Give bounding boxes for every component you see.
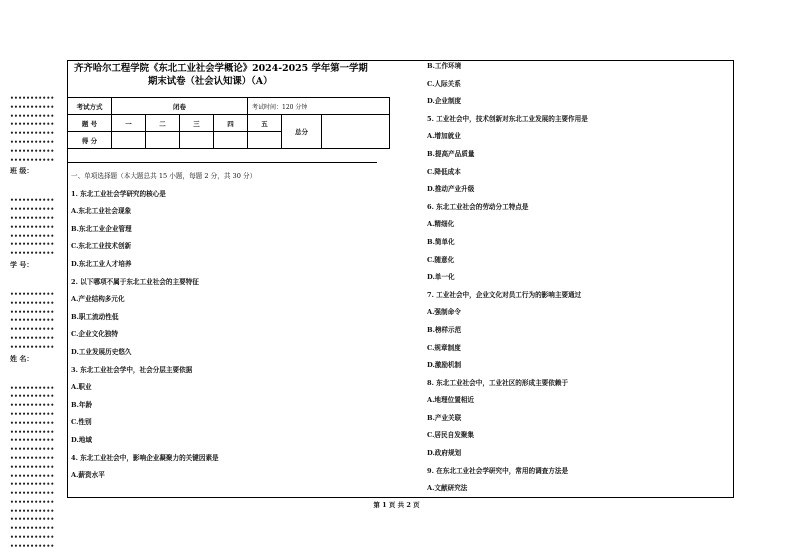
exam-time: 考试时间：120 分钟 <box>248 98 390 115</box>
binding-dots: ••••••••••• <box>10 121 55 129</box>
answer-option: B.榜样示范 <box>427 325 462 334</box>
answer-option: D.单一化 <box>427 273 455 282</box>
binding-dots: ••••••••••• <box>10 197 55 205</box>
binding-dots: ••••••••••• <box>10 534 55 542</box>
binding-dots: ••••••••••• <box>10 232 55 240</box>
question-no-4: 四 <box>214 115 248 132</box>
exam-title <box>74 62 384 88</box>
score-cell-1[interactable] <box>112 132 146 149</box>
binding-blank[interactable] <box>10 175 60 197</box>
question-stem: 2. 以下哪项不属于东北工业社会的主要特征 <box>71 277 199 286</box>
binding-dots: ••••••••••• <box>10 542 55 550</box>
answer-option: D.政府规划 <box>427 449 462 458</box>
binding-dots: ••••••••••• <box>10 437 55 445</box>
answer-option: C.企业文化独特 <box>71 330 118 339</box>
binding-field-label: 姓 名： <box>10 353 34 363</box>
exam-mode-value: 闭卷 <box>112 98 248 115</box>
question-no-5: 五 <box>248 115 282 132</box>
binding-dots: ••••••••••• <box>10 384 55 392</box>
question-list-right <box>427 58 588 498</box>
question-stem: 3. 东北工业社会学中，社会分层主要依据 <box>71 365 193 374</box>
question-no-1: 一 <box>112 115 146 132</box>
total-score-cell[interactable] <box>322 115 390 149</box>
title-line-2: 期末试卷（社会认知课）（A） <box>148 76 273 87</box>
binding-dots: ••••••••••• <box>10 317 55 325</box>
binding-dots: ••••••••••• <box>10 206 55 214</box>
question-no-label: 题 号 <box>68 115 112 132</box>
binding-dots: ••••••••••• <box>10 147 55 155</box>
binding-dots: ••••••••••• <box>10 130 55 138</box>
binding-dots: ••••••••••• <box>10 299 55 307</box>
binding-dots: ••••••••••• <box>10 472 55 480</box>
answer-option: C.东北工业技术创新 <box>71 242 132 251</box>
binding-dots: ••••••••••• <box>10 393 55 401</box>
score-label: 得 分 <box>68 132 112 149</box>
question-stem: 8. 东北工业社会中，工业社区的形成主要依赖于 <box>427 378 569 387</box>
question-stem: 6. 东北工业社会的劳动分工特点是 <box>427 202 529 211</box>
binding-dots: ••••••••••• <box>10 223 55 231</box>
answer-option: B.提高产品质量 <box>427 149 475 158</box>
binding-dots: ••••••••••• <box>10 103 55 111</box>
binding-dots: ••••••••••• <box>10 463 55 471</box>
question-no-2: 二 <box>146 115 180 132</box>
answer-option: C.人际关系 <box>427 79 461 88</box>
total-label: 总分 <box>282 115 322 149</box>
answer-option: B.职工流动性低 <box>71 312 119 321</box>
answer-option: B.工作环境 <box>427 62 462 70</box>
question-list-left <box>71 186 256 485</box>
score-cell-2[interactable] <box>146 132 180 149</box>
answer-option: C.性别 <box>71 418 92 427</box>
right-column <box>427 58 588 498</box>
section-divider <box>67 162 377 163</box>
answer-option: D.地域 <box>71 435 92 444</box>
answer-option: D.东北工业人才培养 <box>71 259 132 268</box>
answer-option: D.推动产业升级 <box>427 185 475 194</box>
binding-dots: ••••••••••• <box>10 454 55 462</box>
binding-dots: ••••••••••• <box>10 334 55 342</box>
answer-option: C.居民自发聚集 <box>427 431 474 440</box>
answer-option: D.激励机制 <box>427 361 462 370</box>
binding-dots: ••••••••••• <box>10 490 55 498</box>
answer-option: A.增加就业 <box>427 132 461 141</box>
score-cell-5[interactable] <box>248 132 282 149</box>
question-no-3: 三 <box>180 115 214 132</box>
section-heading: 一、单项选择题（本大题总共 15 小题，每题 2 分，共 30 分） <box>71 172 257 180</box>
left-column <box>71 168 256 485</box>
binding-dots: ••••••••••• <box>10 446 55 454</box>
binding-blank[interactable] <box>10 269 60 291</box>
answer-option: A.东北工业社会现象 <box>71 207 132 216</box>
binding-dots: ••••••••••• <box>10 308 55 316</box>
answer-option: A.精细化 <box>427 220 455 229</box>
score-table <box>67 97 390 149</box>
binding-margin <box>10 95 60 552</box>
answer-option: B.简单化 <box>427 237 455 246</box>
binding-dots: ••••••••••• <box>10 290 55 298</box>
binding-dots: ••••••••••• <box>10 481 55 489</box>
binding-dots: ••••••••••• <box>10 95 55 102</box>
answer-option: C.降低成本 <box>427 167 461 176</box>
question-stem: 4. 东北工业社会中，影响企业凝聚力的关键因素是 <box>71 453 219 462</box>
binding-dots: ••••••••••• <box>10 250 55 258</box>
binding-dots: ••••••••••• <box>10 419 55 427</box>
answer-option: B.年龄 <box>71 400 93 409</box>
question-stem: 1. 东北工业社会学研究的核心是 <box>71 189 166 198</box>
binding-dots: ••••••••••• <box>10 241 55 249</box>
binding-field-label: 班 级： <box>10 166 34 176</box>
answer-option: D.工业发展历史悠久 <box>71 347 132 356</box>
binding-dots: ••••••••••• <box>10 326 55 334</box>
binding-field-label: 学 号： <box>10 259 34 269</box>
binding-dots: ••••••••••• <box>10 516 55 524</box>
binding-dots: ••••••••••• <box>10 410 55 418</box>
score-cell-3[interactable] <box>180 132 214 149</box>
question-stem: 7. 工业社会中，企业文化对员工行为的影响主要通过 <box>427 290 582 299</box>
binding-dots: ••••••••••• <box>10 402 55 410</box>
score-cell-4[interactable] <box>214 132 248 149</box>
binding-dots: ••••••••••• <box>10 156 55 164</box>
question-stem: 9. 在东北工业社会学研究中，常用的调查方法是 <box>427 466 569 475</box>
answer-option: B.东北工业企业管理 <box>71 224 132 233</box>
question-stem: 5. 工业社会中，技术创新对东北工业发展的主要作用是 <box>427 114 588 123</box>
page-footer: 第 1 页 共 2 页 <box>373 501 420 509</box>
binding-dots: ••••••••••• <box>10 214 55 222</box>
exam-mode-label: 考试方式 <box>68 98 112 115</box>
binding-dots: ••••••••••• <box>10 525 55 533</box>
binding-blank[interactable] <box>10 363 60 385</box>
answer-option: A.职业 <box>71 383 92 392</box>
binding-dots: ••••••••••• <box>10 343 55 351</box>
answer-option: C.随意化 <box>427 255 455 264</box>
binding-dots: ••••••••••• <box>10 498 55 506</box>
answer-option: A.地理位置相近 <box>427 396 474 405</box>
answer-option: A.薪资水平 <box>71 471 105 480</box>
answer-option: A.产业结构多元化 <box>71 295 125 304</box>
binding-dots: ••••••••••• <box>10 112 55 120</box>
binding-dots: ••••••••••• <box>10 138 55 146</box>
answer-option: B.产业关联 <box>427 413 462 422</box>
answer-option: D.企业制度 <box>427 97 462 106</box>
answer-option: A.文献研究法 <box>427 484 468 493</box>
binding-dots: ••••••••••• <box>10 428 55 436</box>
answer-option: A.强制命令 <box>427 308 461 317</box>
answer-option: C.规章制度 <box>427 343 461 352</box>
title-line-1: 齐齐哈尔工程学院《东北工业社会学概论》2024-2025 学年第一学期 <box>74 63 368 74</box>
binding-dots: ••••••••••• <box>10 507 55 515</box>
